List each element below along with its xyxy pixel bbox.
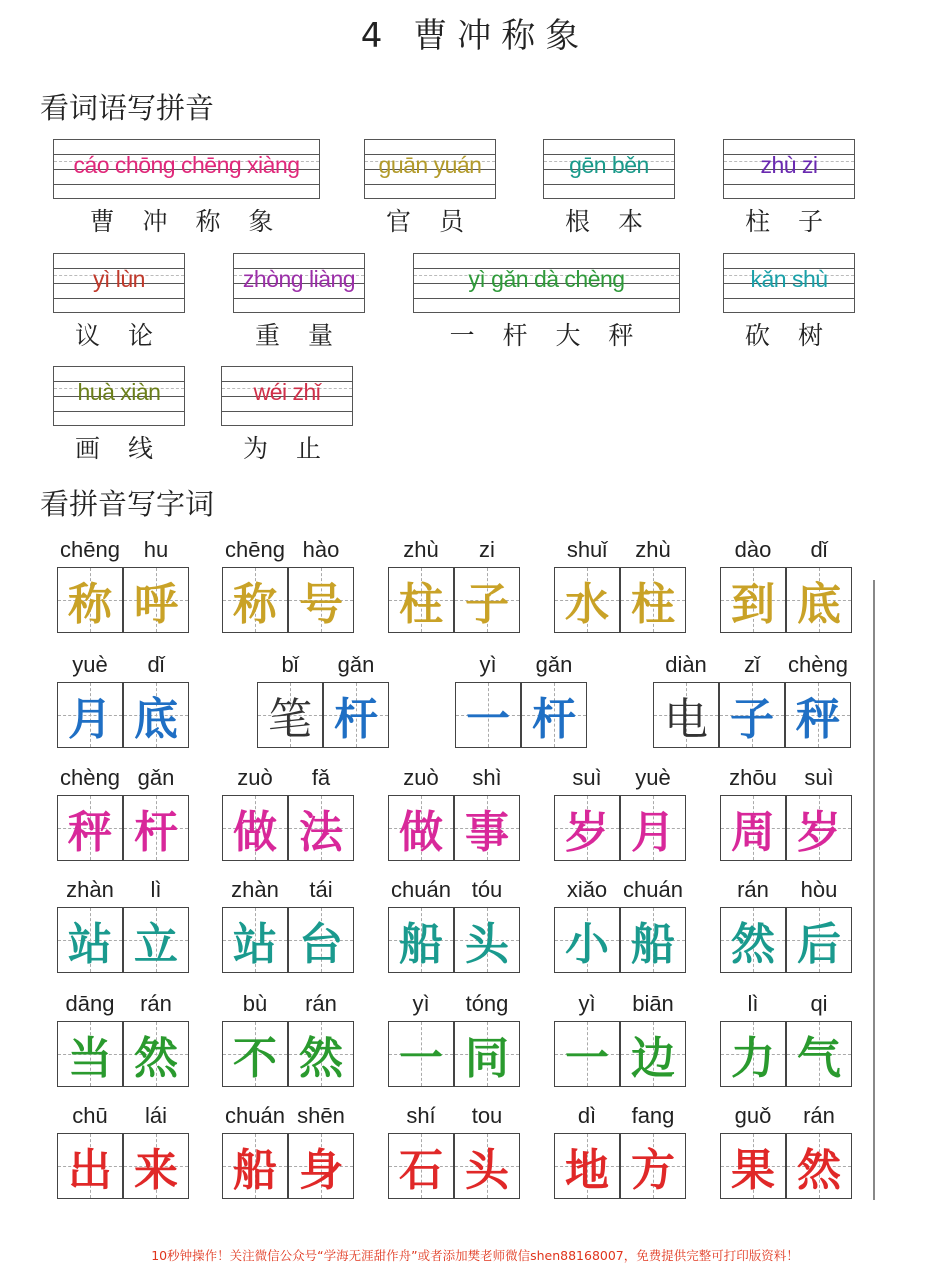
character-answer: 一: [466, 694, 510, 745]
character-cell: [222, 567, 288, 633]
character-answer: 事: [465, 807, 509, 858]
character-cell: [786, 795, 852, 861]
character-answer: 柱: [399, 579, 443, 630]
word-hanzi: 为 止: [243, 434, 331, 463]
character-answer: 做: [233, 807, 277, 858]
character-cell: [620, 907, 686, 973]
character-cell: [786, 907, 852, 973]
word-hanzi: 官 员: [386, 207, 474, 236]
pinyin-label: bù: [242, 991, 268, 1016]
pinyin-answer: yì lùn: [93, 266, 145, 292]
character-cell: [620, 1133, 686, 1199]
pinyin-label: zhàn: [66, 877, 114, 902]
character-cell: [388, 1133, 454, 1199]
character-cell: [554, 1021, 620, 1087]
pinyin-label: suì: [804, 765, 834, 790]
character-cell: [454, 907, 520, 973]
pinyin-label: dì: [577, 1103, 597, 1128]
character-cell: [454, 1133, 520, 1199]
character-cell: [720, 1021, 786, 1087]
pinyin-label: gǎn: [137, 765, 175, 790]
character-cell: [222, 1021, 288, 1087]
pinyin-label: yì: [578, 991, 596, 1016]
character-cell: [257, 682, 323, 748]
character-cell: [554, 567, 620, 633]
pinyin-answer: huà xiàn: [77, 379, 161, 405]
pinyin-label: zǐ: [744, 652, 760, 677]
pinyin-label: zhàn: [231, 877, 279, 902]
character-cell: [620, 567, 686, 633]
pinyin-label: lì: [747, 991, 759, 1016]
character-cell: [57, 795, 123, 861]
pinyin-label: tóu: [471, 877, 503, 902]
character-answer: 不: [233, 1033, 277, 1084]
character-cell: [620, 795, 686, 861]
character-answer: 出: [68, 1145, 112, 1196]
pinyin-label: chēng: [60, 537, 120, 562]
character-cell: [123, 1021, 189, 1087]
character-cell: [554, 795, 620, 861]
pinyin-label: qi: [810, 991, 828, 1016]
character-answer: 船: [233, 1145, 277, 1196]
pinyin-answer: zhù zi: [760, 152, 818, 178]
character-cell: [521, 682, 587, 748]
character-answer: 杆: [532, 694, 576, 745]
character-cell: [288, 1133, 354, 1199]
character-answer: 立: [134, 919, 178, 970]
character-cell: [288, 907, 354, 973]
character-answer: 船: [631, 919, 675, 970]
pinyin-label: chēng: [225, 537, 285, 562]
character-answer: 石: [399, 1145, 443, 1196]
character-answer: 称: [233, 579, 277, 630]
character-answer: 头: [465, 1145, 509, 1196]
pinyin-label: yì: [412, 991, 430, 1016]
character-answer: 然: [134, 1033, 178, 1084]
character-cell: [786, 567, 852, 633]
character-cell: [57, 1133, 123, 1199]
pinyin-label: xiǎo: [566, 877, 608, 902]
character-cell: [123, 567, 189, 633]
pinyin-label: tái: [309, 877, 333, 902]
pinyin-label: tou: [471, 1103, 503, 1128]
word-hanzi: 一 杆 大 秤: [449, 321, 644, 350]
character-cell: [123, 1133, 189, 1199]
pinyin-box: [364, 139, 496, 199]
character-answer: 子: [730, 694, 774, 745]
pinyin-label: lì: [150, 877, 162, 902]
character-answer: 地: [565, 1145, 609, 1196]
character-answer: 然: [797, 1145, 841, 1196]
pinyin-box: [413, 253, 680, 313]
pinyin-label: rán: [737, 877, 769, 902]
character-cell: [57, 567, 123, 633]
character-answer: 做: [399, 807, 443, 858]
pinyin-label: chuán: [225, 1103, 285, 1128]
pinyin-label: yuè: [635, 765, 671, 790]
character-cell: [720, 795, 786, 861]
character-cell: [57, 907, 123, 973]
section1-heading: 看词语写拼音: [40, 91, 215, 125]
character-answer: 船: [399, 919, 443, 970]
character-cell: [720, 907, 786, 973]
pinyin-label: zuò: [403, 765, 439, 790]
pinyin-label: zhù: [635, 537, 671, 562]
character-answer: 周: [731, 807, 775, 858]
character-answer: 力: [731, 1033, 775, 1084]
pinyin-answer: cáo chōng chēng xiàng: [73, 152, 300, 178]
pinyin-label: tóng: [465, 991, 509, 1016]
pinyin-label: lái: [144, 1103, 167, 1128]
pinyin-label: chuán: [391, 877, 451, 902]
pinyin-answer: kǎn shù: [750, 266, 828, 292]
pinyin-label: dào: [734, 537, 772, 562]
character-answer: 然: [731, 919, 775, 970]
character-answer: 边: [631, 1033, 675, 1084]
word-hanzi: 画 线: [75, 434, 163, 463]
character-answer: 岁: [797, 807, 841, 858]
character-cell: [454, 1021, 520, 1087]
pinyin-label: zhù: [403, 537, 439, 562]
character-cell: [123, 682, 189, 748]
pinyin-label: biān: [632, 991, 674, 1016]
pinyin-box: [723, 253, 855, 313]
character-cell: [288, 1021, 354, 1087]
character-answer: 号: [299, 579, 343, 630]
character-answer: 秤: [796, 694, 840, 745]
pinyin-label: dǐ: [147, 652, 165, 677]
pinyin-answer: guān yuán: [378, 152, 482, 178]
pinyin-box: [53, 366, 185, 426]
pinyin-label: fang: [631, 1103, 675, 1128]
character-cell: [620, 1021, 686, 1087]
character-answer: 一: [399, 1033, 443, 1084]
character-answer: 方: [631, 1145, 675, 1196]
pinyin-label: shuǐ: [566, 537, 608, 562]
pinyin-label: suì: [572, 765, 602, 790]
character-answer: 小: [565, 919, 609, 970]
character-answer: 法: [299, 807, 343, 858]
pinyin-box: [53, 139, 320, 199]
character-answer: 杆: [334, 694, 378, 745]
character-answer: 身: [299, 1145, 343, 1196]
character-cell: [222, 907, 288, 973]
character-cell: [653, 682, 719, 748]
pinyin-label: chèng: [788, 652, 848, 677]
character-answer: 到: [731, 579, 775, 630]
character-answer: 杆: [134, 807, 178, 858]
character-cell: [388, 795, 454, 861]
pinyin-answer: wéi zhǐ: [253, 379, 321, 405]
character-answer: 岁: [565, 807, 609, 858]
pinyin-label: hu: [143, 537, 169, 562]
character-cell: [785, 682, 851, 748]
character-answer: 同: [465, 1033, 509, 1084]
character-cell: [288, 795, 354, 861]
character-answer: 当: [68, 1033, 112, 1084]
pinyin-label: rán: [140, 991, 172, 1016]
pinyin-label: gǎn: [535, 652, 573, 677]
character-answer: 气: [797, 1033, 841, 1084]
pinyin-label: chū: [72, 1103, 108, 1128]
pinyin-label: fǎ: [311, 765, 331, 790]
page-edge-divider: [873, 580, 875, 1200]
pinyin-label: shēn: [297, 1103, 345, 1128]
pinyin-label: yì: [479, 652, 497, 677]
pinyin-box: [221, 366, 353, 426]
character-cell: [123, 795, 189, 861]
character-cell: [554, 907, 620, 973]
character-cell: [57, 1021, 123, 1087]
character-cell: [388, 907, 454, 973]
pinyin-label: dǐ: [810, 537, 828, 562]
character-answer: 一: [565, 1033, 609, 1084]
pinyin-label: hòu: [800, 877, 838, 902]
character-answer: 电: [664, 694, 708, 745]
pinyin-label: rán: [803, 1103, 835, 1128]
pinyin-label: zuò: [237, 765, 273, 790]
character-answer: 后: [797, 919, 841, 970]
character-answer: 柱: [631, 579, 675, 630]
pinyin-label: rán: [305, 991, 337, 1016]
pinyin-box: [543, 139, 675, 199]
pinyin-label: gǎn: [337, 652, 375, 677]
pinyin-label: dāng: [65, 991, 115, 1016]
character-cell: [222, 1133, 288, 1199]
word-hanzi: 砍 树: [745, 321, 833, 350]
pinyin-label: diàn: [665, 652, 707, 677]
character-cell: [388, 567, 454, 633]
word-hanzi: 根 本: [565, 207, 653, 236]
character-cell: [222, 795, 288, 861]
character-answer: 子: [465, 579, 509, 630]
character-answer: 果: [731, 1145, 775, 1196]
character-answer: 台: [299, 919, 343, 970]
character-answer: 秤: [68, 807, 112, 858]
pinyin-answer: gēn běn: [569, 152, 649, 178]
character-cell: [57, 682, 123, 748]
character-cell: [288, 567, 354, 633]
pinyin-label: chèng: [60, 765, 120, 790]
pinyin-box: [723, 139, 855, 199]
character-cell: [454, 795, 520, 861]
character-answer: 呼: [134, 579, 178, 630]
character-cell: [323, 682, 389, 748]
character-cell: [720, 567, 786, 633]
character-answer: 然: [299, 1033, 343, 1084]
character-cell: [786, 1021, 852, 1087]
pinyin-label: shì: [472, 765, 502, 790]
character-answer: 底: [134, 694, 178, 745]
character-answer: 月: [631, 807, 675, 858]
word-hanzi: 柱 子: [745, 207, 833, 236]
character-cell: [454, 567, 520, 633]
character-answer: 称: [68, 579, 112, 630]
pinyin-label: zi: [479, 537, 495, 562]
pinyin-label: guǒ: [734, 1103, 772, 1128]
character-answer: 站: [233, 919, 277, 970]
character-cell: [720, 1133, 786, 1199]
character-cell: [719, 682, 785, 748]
character-cell: [786, 1133, 852, 1199]
character-answer: 水: [565, 579, 609, 630]
character-answer: 月: [68, 694, 112, 745]
lesson-title: 4 曹冲称象: [360, 16, 590, 56]
pinyin-answer: yì gǎn dà chèng: [468, 266, 625, 292]
character-cell: [388, 1021, 454, 1087]
word-hanzi: 重 量: [255, 321, 343, 350]
character-answer: 来: [134, 1145, 178, 1196]
pinyin-label: chuán: [623, 877, 683, 902]
character-cell: [123, 907, 189, 973]
character-answer: 站: [68, 919, 112, 970]
pinyin-label: zhōu: [729, 765, 777, 790]
pinyin-box: [53, 253, 185, 313]
pinyin-label: yuè: [72, 652, 108, 677]
section2-heading: 看拼音写字词: [40, 487, 215, 521]
word-hanzi: 议 论: [75, 321, 163, 350]
word-hanzi: 曹 冲 称 象: [89, 207, 284, 236]
character-answer: 笔: [268, 694, 312, 745]
pinyin-answer: zhòng liàng: [242, 266, 356, 292]
footer-notice: 10秒钟操作！关注微信公众号“学海无涯甜作舟”或者添加樊老师微信shen88168007，免费提供完整可打印版资料！: [151, 1248, 799, 1263]
character-answer: 头: [465, 919, 509, 970]
pinyin-label: shí: [406, 1103, 436, 1128]
pinyin-label: bǐ: [281, 652, 299, 677]
character-cell: [554, 1133, 620, 1199]
character-answer: 底: [797, 579, 841, 630]
pinyin-label: hào: [302, 537, 340, 562]
pinyin-box: [233, 253, 365, 313]
character-cell: [455, 682, 521, 748]
